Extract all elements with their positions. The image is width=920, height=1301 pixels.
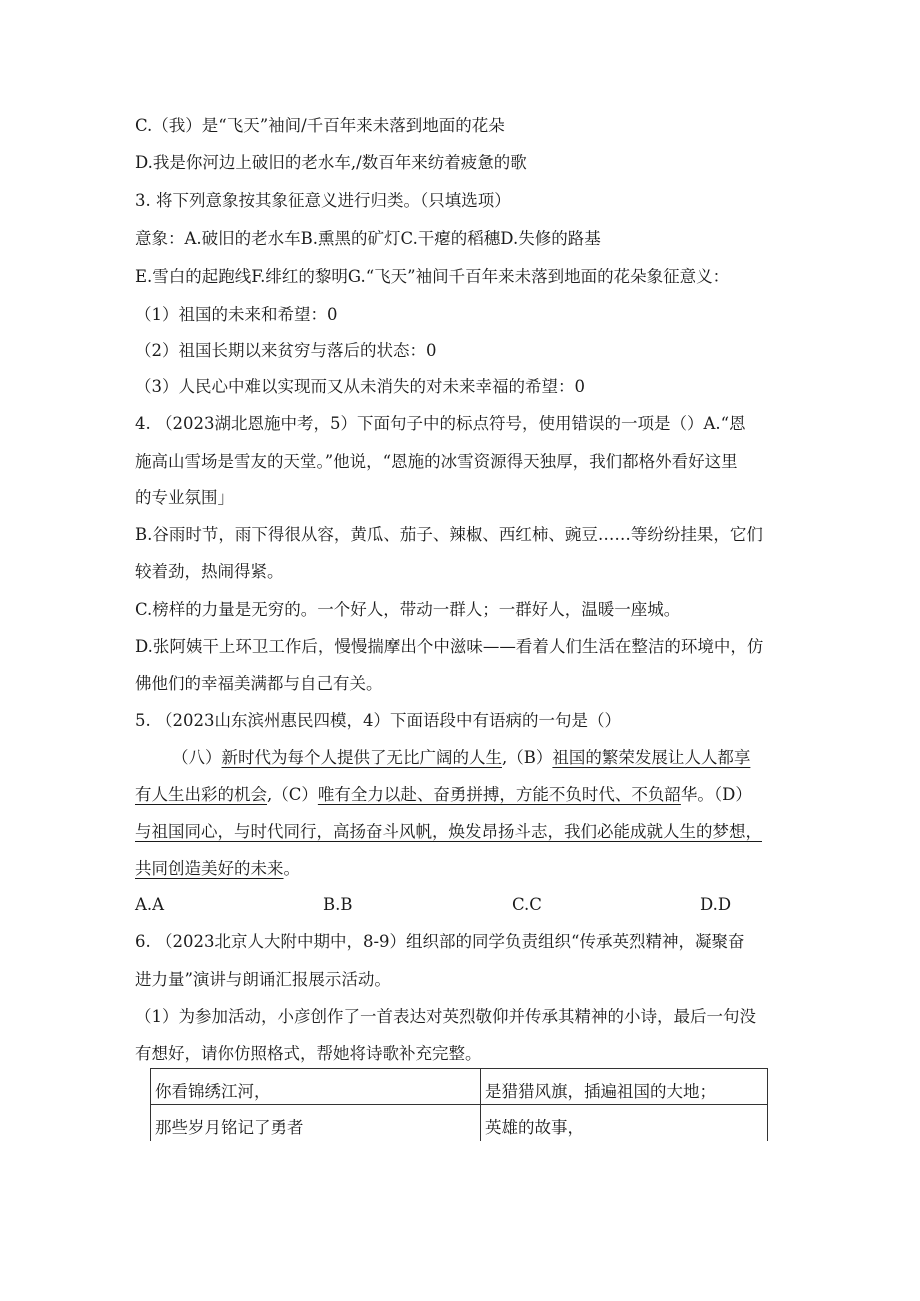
q6-sub-1: （1）为参加活动，小彦创作了一首表达对英烈敬仰并传承其精神的小诗，最后一句没 xyxy=(135,1007,756,1026)
sentence-b-part: 祖国的繁荣发展让人人都享 xyxy=(552,748,751,767)
q4-option-b-cont: 较着劲，热闹得紧。 xyxy=(135,562,284,581)
sentence-c-end: 华。（D） xyxy=(680,785,752,804)
q5-choice-b: B.B xyxy=(323,895,353,914)
q4-option-d-cont: 佛他们的幸福美满都与自己有关。 xyxy=(135,674,383,693)
question-3: 3. 将下列意象按其象征意义进行归类。（只填选项） xyxy=(135,191,511,210)
q4-option-c: C.榜样的力量是无穷的。一个好人，带动一群人；一群好人，温暖一座城。 xyxy=(135,600,681,619)
q5-paragraph-line-4 xyxy=(135,859,300,879)
question-4-cont2: 的专业氛围」 xyxy=(135,488,234,507)
sentence-d-end: 共同创造美好的未来 xyxy=(135,859,284,878)
question-6: 6. （2023北京人大附中期中，8-9）组织部的同学负责组织“传承英烈精神，凝聚奋 xyxy=(135,932,745,951)
table-row xyxy=(151,1105,768,1141)
imagery-list-1: 意象：A.破旧的老水车B.熏黑的矿灯C.干瘪的稻穗D.失修的路基 xyxy=(135,229,601,248)
label-b: ,（B） xyxy=(502,748,553,767)
sentence-a: 新时代为每个人提供了无比广阔的人生 xyxy=(221,748,502,767)
meaning-2: （2）祖国长期以来贫穷与落后的状态：0 xyxy=(135,341,437,360)
table-row xyxy=(151,1069,768,1105)
label-a: （八） xyxy=(172,748,222,767)
period: 。 xyxy=(283,859,300,878)
question-4-cont: 施高山雪场是雪友的天堂。”他说，“恩施的冰雪资源得天独厚，我们都格外看好这里 xyxy=(135,452,738,471)
poem-cell: 你看锦绣江河， xyxy=(151,1069,481,1105)
poem-table xyxy=(150,1068,768,1141)
sentence-d: 与祖国同心，与时代同行，高扬奋斗风帆，焕发昂扬斗志，我们必能成就人生的梦想， xyxy=(135,822,762,841)
q4-option-b: B.谷雨时节，雨下得很从容，黄瓜、茄子、辣椒、西红柿、豌豆……等纷纷挂果，它们 xyxy=(135,525,763,544)
q4-option-d: D.张阿姨干上环卫工作后，慢慢揣摩出个中滋味——看着人们生活在整洁的环境中，仿 xyxy=(135,637,764,656)
poem-cell: 是猎猎风旗，插遍祖国的大地； xyxy=(481,1069,768,1105)
meaning-1: （1）祖国的未来和希望：0 xyxy=(135,305,338,324)
sentence-b-end: 有人生出彩的机会 xyxy=(135,785,267,804)
question-6-cont: 进力量”演讲与朗诵汇报展示活动。 xyxy=(135,970,391,989)
q5-paragraph-line-3 xyxy=(135,822,762,842)
label-c: ,（C） xyxy=(267,785,318,804)
q5-choice-d: D.D xyxy=(700,895,732,914)
poem-cell: 英雄的故事， xyxy=(481,1105,768,1141)
q5-choice-c: C.C xyxy=(512,895,542,914)
line-option-d: D.我是你河边上破旧的老水车,/数百年来纺着疲惫的歌 xyxy=(135,153,527,172)
q5-choice-a: A.A xyxy=(135,895,165,914)
line-option-c: C.（我）是“飞天”袖间/千百年来未落到地面的花朵 xyxy=(135,116,505,135)
meaning-3: （3）人民心中难以实现而又从未消失的对未来幸福的希望：0 xyxy=(135,377,585,396)
q5-paragraph-line-2 xyxy=(135,785,752,805)
q6-sub-1-cont: 有想好，请你仿照格式，帮她将诗歌补充完整。 xyxy=(135,1044,482,1063)
sentence-c: 唯有全力以赴、奋勇拼搏，方能不负时代、不负韶 xyxy=(317,785,681,804)
q5-paragraph-line-1 xyxy=(172,748,750,768)
poem-cell: 那些岁月铭记了勇者 xyxy=(151,1105,481,1141)
imagery-list-2: E.雪白的起跑线F.绯红的黎明G.“飞天”袖间千百年来未落到地面的花朵象征意义： xyxy=(135,267,730,286)
question-4: 4. （2023湖北恩施中考，5）下面句子中的标点符号，使用错误的一项是（）A.“恩 xyxy=(135,414,746,433)
question-5: 5. （2023山东滨州惠民四模，4）下面语段中有语病的一句是（） xyxy=(135,711,621,730)
